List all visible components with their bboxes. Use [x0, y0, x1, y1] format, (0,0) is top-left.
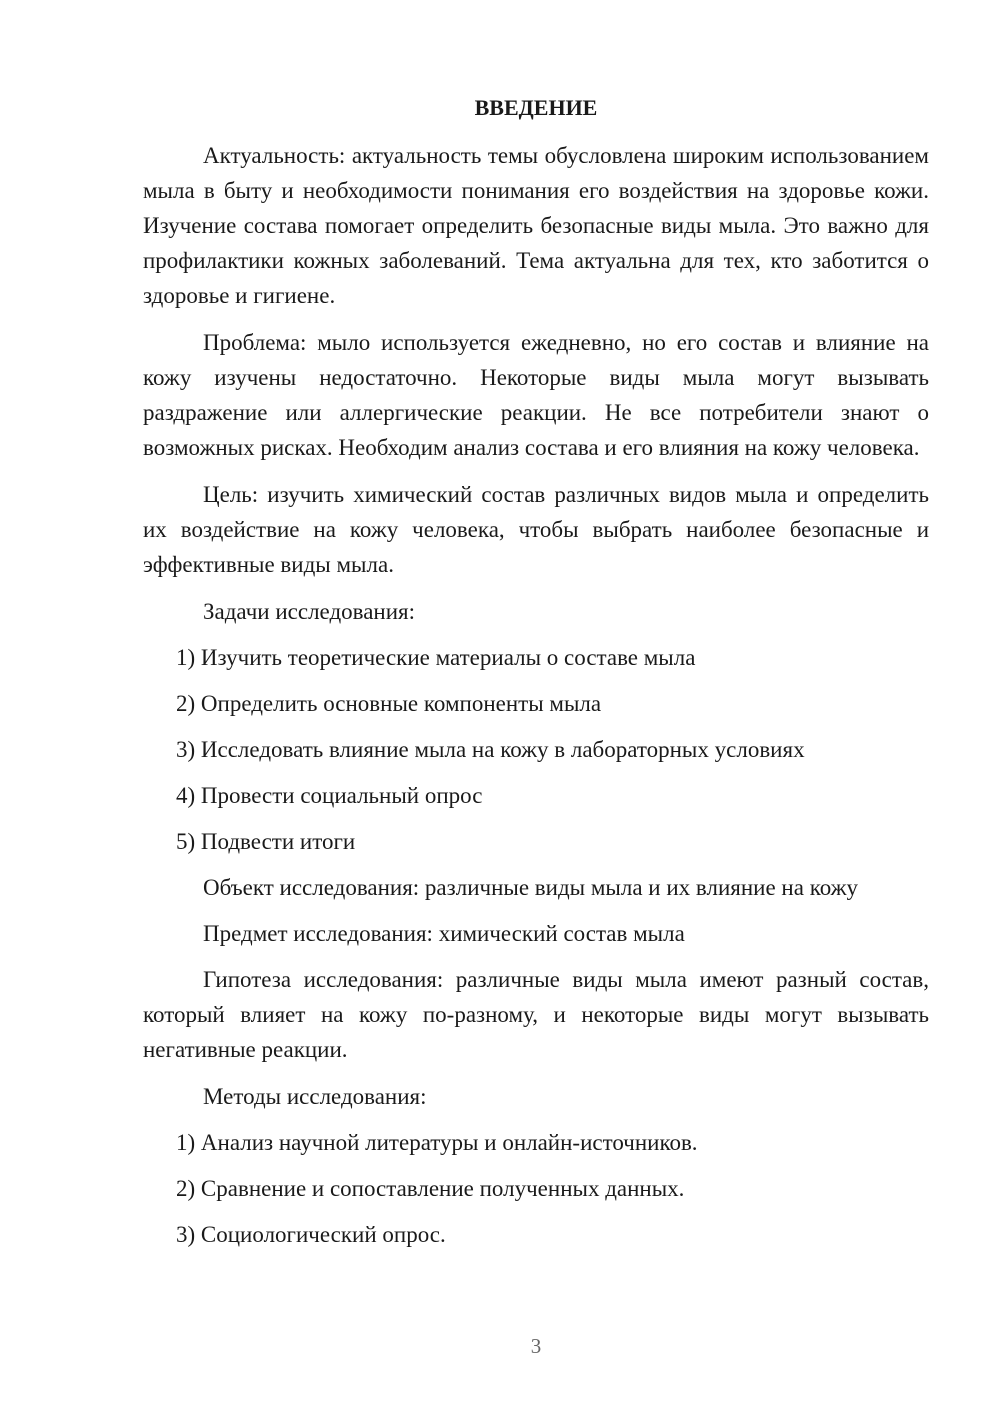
methods-list: [143, 1125, 929, 1252]
list-item: 2) Определить основные компоненты мыла: [176, 691, 602, 716]
list-item: 2) Сравнение и сопоставление полученных данных.: [176, 1176, 685, 1201]
tasks-heading: Задачи исследования:: [203, 599, 416, 624]
page-number: 3: [530, 1334, 542, 1358]
list-item: 5) Подвести итоги: [176, 829, 356, 854]
list-item: 3) Социологический опрос.: [176, 1222, 446, 1247]
list-item: 1) Изучить теоретические материалы о составе мыла: [176, 645, 696, 670]
list-item: 3) Исследовать влияние мыла на кожу в лабораторных условиях: [176, 737, 805, 762]
list-item: 4) Провести социальный опрос: [176, 783, 483, 808]
problem-paragraph: Проблема: мыло используется ежедневно, но его состав и влияние на кожу изучены недостаточно. Некоторые виды мыла могут вызывать раздражение или аллергические реакции. Не все потребители знают о возможных рисках. Необходим анализ состава и его влияния на кожу человека.: [143, 330, 929, 460]
section-title: ВВЕДЕНИЕ: [474, 95, 598, 120]
hypothesis-paragraph: Гипотеза исследования: различные виды мыла имеют разный состав, который влияет на кожу по-разному, и некоторые виды могут вызывать негативные реакции.: [143, 967, 929, 1062]
relevance-paragraph: Актуальность: актуальность темы обусловлена широким использованием мыла в быту и необходимости понимания его воздействия на здоровье кожи. Изучение состава помогает определить безопасные виды мыла. Это важно для профилактики кожных заболеваний. Тема актуальна для тех, кто заботится о здоровье и гигиене.: [143, 143, 929, 308]
goal-paragraph: Цель: изучить химический состав различных видов мыла и определить их воздействие на кожу человека, чтобы выбрать наиболее безопасные и эффективные виды мыла.: [143, 482, 929, 577]
list-item: 1) Анализ научной литературы и онлайн-источников.: [176, 1130, 698, 1155]
document-page: [143, 93, 929, 1263]
tasks-list: [143, 640, 929, 859]
methods-heading: Методы исследования:: [203, 1084, 427, 1109]
subject-paragraph: Предмет исследования: химический состав мыла: [203, 921, 685, 946]
object-paragraph: Объект исследования: различные виды мыла и их влияние на кожу: [203, 875, 859, 900]
